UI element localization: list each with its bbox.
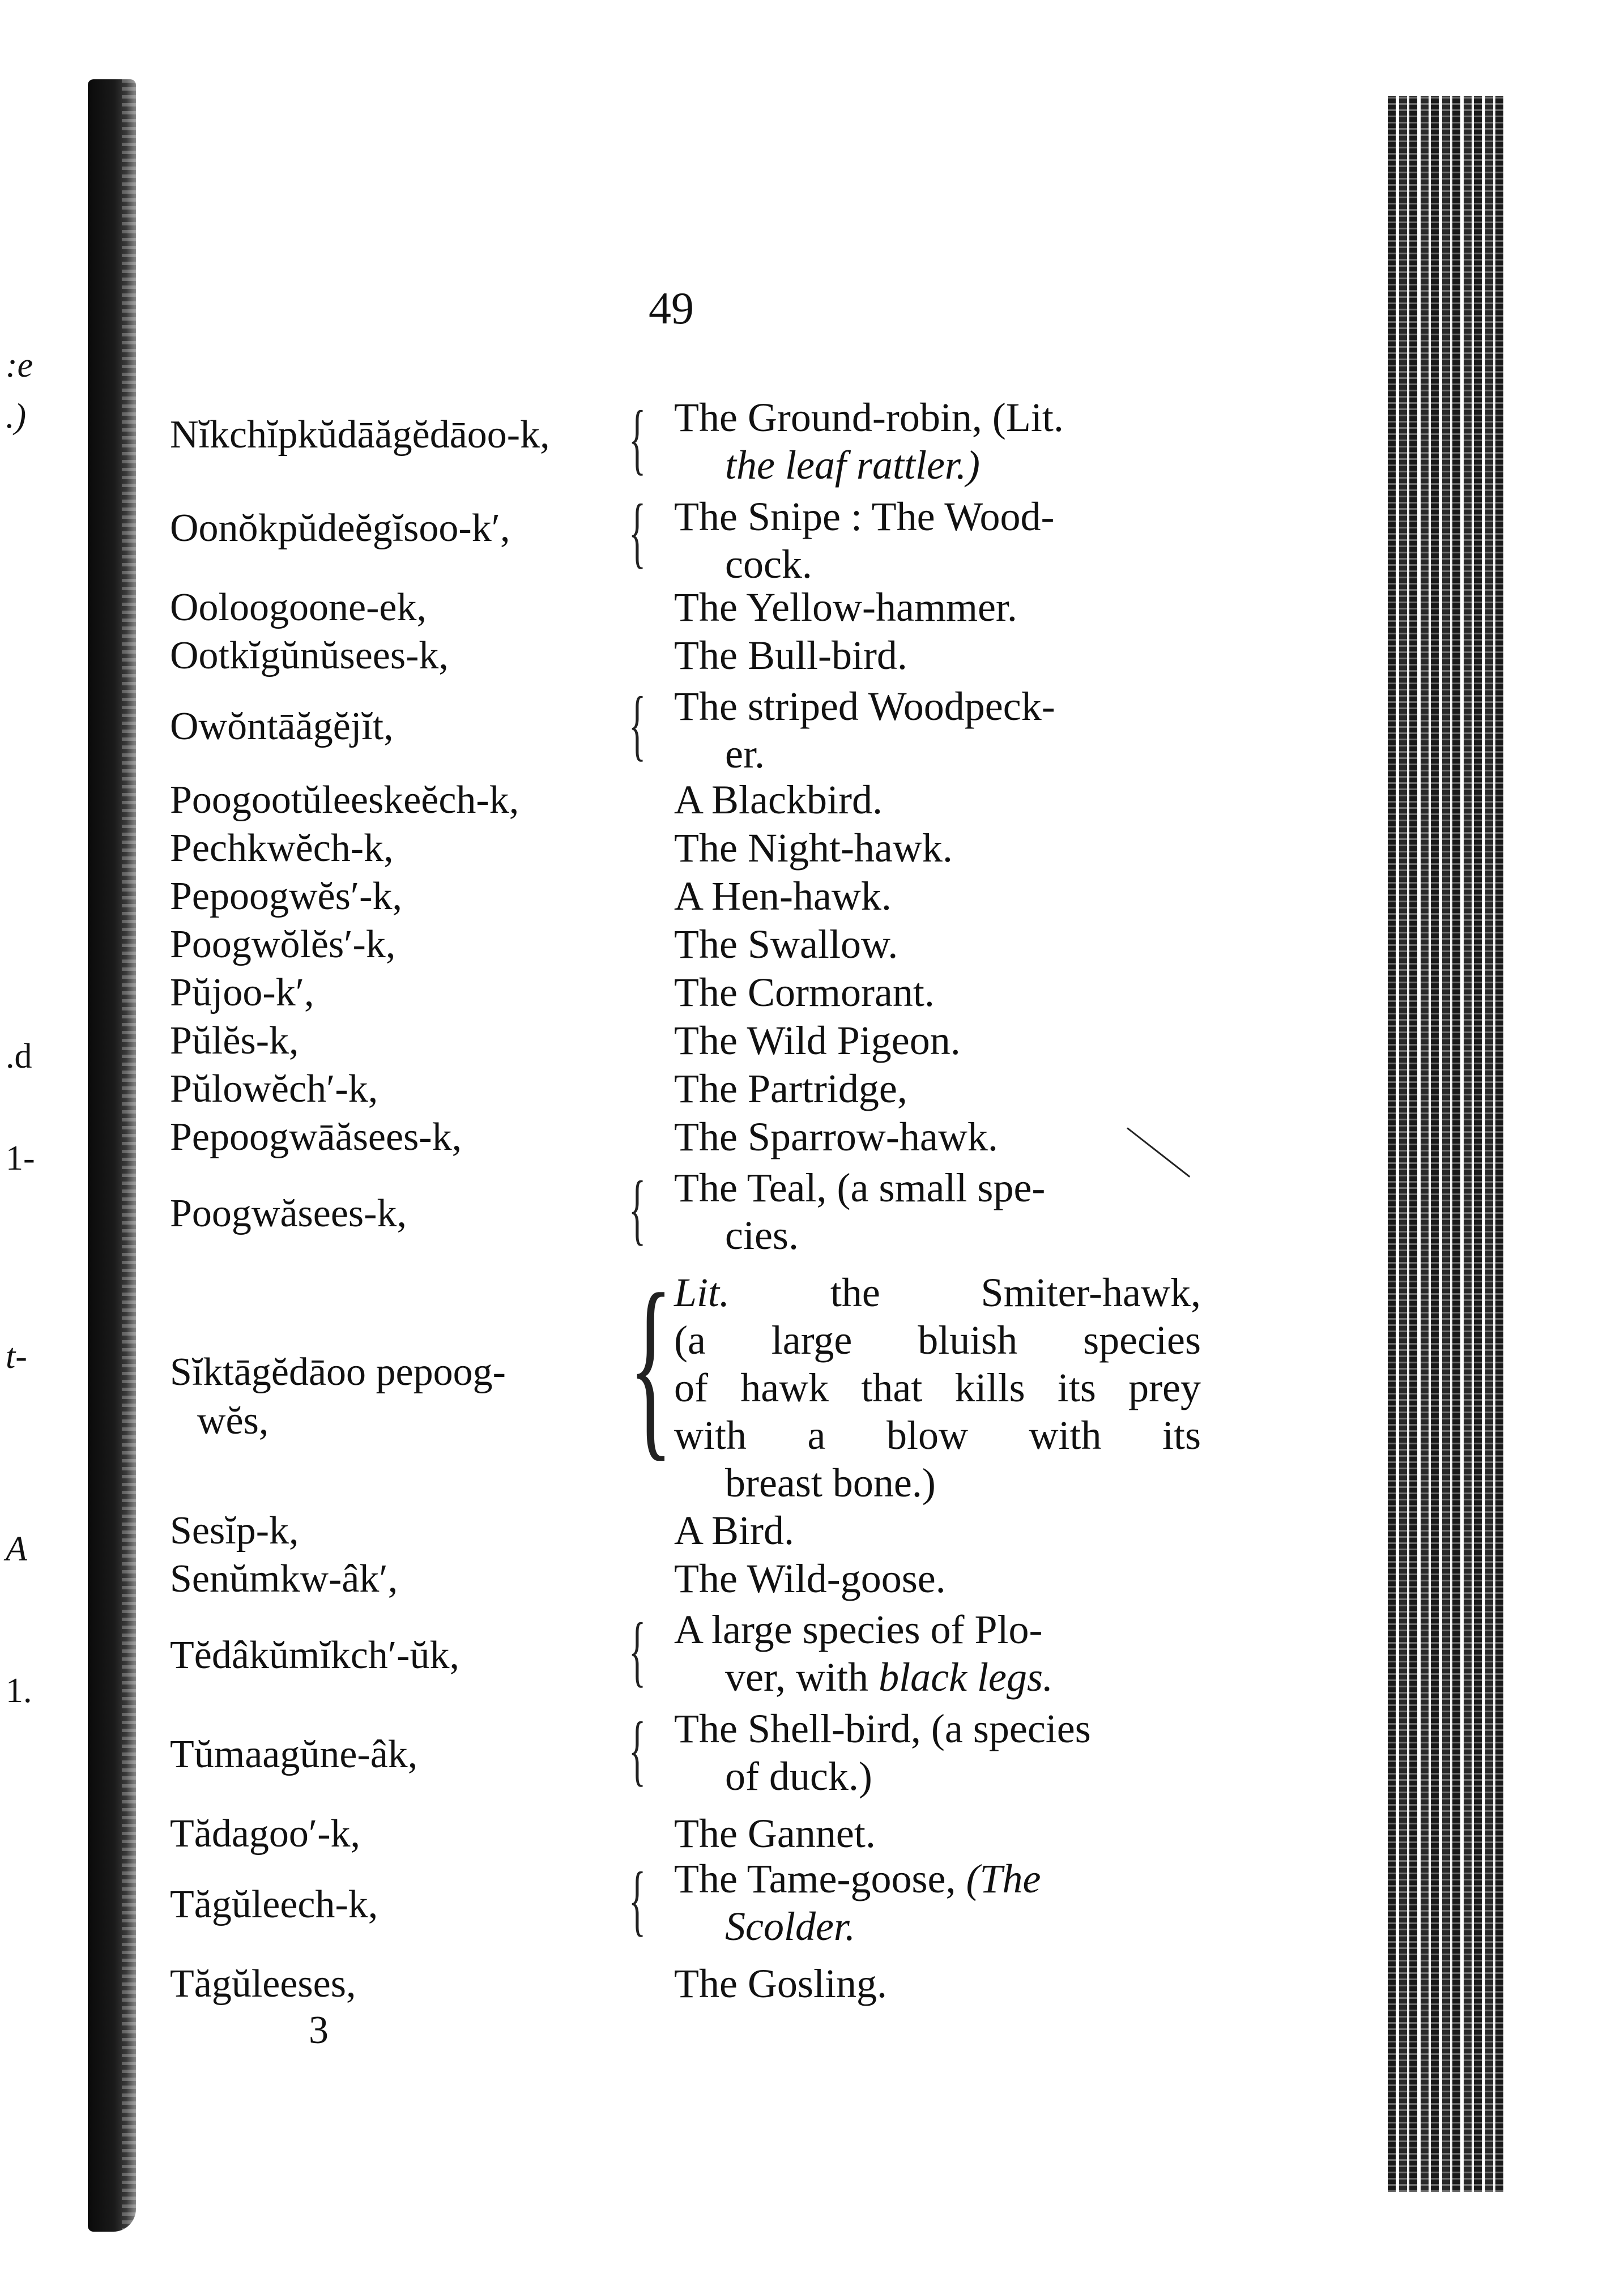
- english-definition: A large species of Plo- ver, with black legs.: [674, 1607, 1053, 1700]
- margin-fragment: .): [6, 397, 27, 436]
- margin-fragment: t-: [6, 1337, 27, 1376]
- english-definition: Lit. the Smiter-hawk, (a large bluish species of hawk that kills its prey with a blow with its breast bone.): [674, 1270, 1201, 1506]
- mikmaq-term: Tŭmaagŭne-âk,: [170, 1733, 418, 1776]
- english-definition: A Blackbird.: [674, 777, 883, 822]
- brace: {: [629, 681, 646, 769]
- margin-fragment: 1-: [6, 1139, 35, 1178]
- mikmaq-term: Pepoogwāăsees-k,: [170, 1115, 462, 1159]
- english-definition: The Teal, (a small spe- cies.: [674, 1165, 1046, 1258]
- english-definition: The Shell-bird, (a species of duck.): [674, 1706, 1091, 1799]
- brace: {: [629, 1706, 646, 1794]
- margin-fragment: A: [6, 1530, 27, 1568]
- mikmaq-term: Pŭlowĕch′-k,: [170, 1067, 378, 1111]
- english-definition: The Sparrow-hawk.: [674, 1114, 998, 1159]
- mikmaq-term: Sesĭp-k,: [170, 1509, 299, 1553]
- english-definition: The Gosling.: [674, 1961, 887, 2006]
- mikmaq-term: Owŏntāăgĕjĭt,: [170, 705, 394, 748]
- page-edge: [1388, 96, 1507, 2192]
- english-definition: The Tame-goose, (The Scolder.: [674, 1856, 1041, 1949]
- mikmaq-term: Pŭjoo-k′,: [170, 971, 314, 1014]
- binding-shadow: [88, 79, 136, 2232]
- english-definition: A Bird.: [674, 1508, 795, 1553]
- english-definition: The Night-hawk.: [674, 825, 953, 871]
- brace: {: [629, 1607, 646, 1695]
- mikmaq-term: Ootkĭgŭnŭsees-k,: [170, 634, 449, 677]
- mikmaq-term: Nĭkchĭpkŭdāăgĕdāoo-k,: [170, 413, 550, 457]
- mikmaq-term: Tădagoo′-k,: [170, 1812, 361, 1856]
- english-definition: The Wild Pigeon.: [674, 1018, 961, 1063]
- brace: {: [629, 1165, 646, 1253]
- english-definition: The Wild-goose.: [674, 1556, 946, 1601]
- brace: {: [629, 395, 646, 483]
- english-definition: The Bull-bird.: [674, 633, 907, 678]
- mikmaq-term: Pepoogwĕs′-k,: [170, 875, 402, 918]
- mikmaq-term: Tăgŭleeses,: [170, 1962, 356, 2006]
- english-definition: The Yellow-hammer.: [674, 585, 1017, 630]
- signature-mark: 3: [309, 2008, 329, 2052]
- english-definition: The Snipe : The Wood- cock.: [674, 494, 1055, 587]
- english-definition: A Hen-hawk.: [674, 873, 892, 919]
- margin-fragment: 1.: [6, 1671, 32, 1710]
- margin-fragment: .d: [6, 1037, 32, 1076]
- mikmaq-term: Poogootŭleeskeĕch-k,: [170, 778, 519, 822]
- english-definition: The Swallow.: [674, 922, 898, 967]
- english-definition: The striped Woodpeck- er.: [674, 684, 1055, 777]
- brace: {: [629, 1252, 673, 1478]
- margin-fragment: :e: [6, 346, 33, 385]
- mikmaq-term: Senŭmkw-âk′,: [170, 1557, 398, 1601]
- english-definition: The Cormorant.: [674, 970, 935, 1015]
- page-number: 49: [649, 284, 694, 334]
- mikmaq-term: Poogwŏlĕs′-k,: [170, 923, 396, 966]
- mikmaq-term: Tăgŭleech-k,: [170, 1883, 378, 1926]
- mikmaq-term: Pechkwĕch-k,: [170, 826, 394, 870]
- brace: {: [629, 488, 646, 576]
- mikmaq-term: Tĕdâkŭmĭkch′-ŭk,: [170, 1634, 459, 1677]
- mikmaq-term: Pŭlĕs-k,: [170, 1019, 299, 1063]
- mikmaq-term: Ooloogoone-ek,: [170, 586, 427, 629]
- mikmaq-term: Poogwăsees-k,: [170, 1192, 407, 1235]
- english-definition: The Ground-robin, (Lit. the leaf rattler.): [674, 395, 1064, 488]
- english-definition: The Partridge,: [674, 1066, 907, 1111]
- mikmaq-term: Sĭktāgĕdāoo pepoog- wĕs,: [170, 1350, 506, 1443]
- english-definition: The Gannet.: [674, 1811, 876, 1856]
- mikmaq-term: Oonŏkpŭdeĕgĭsoo-k′,: [170, 506, 510, 550]
- brace: {: [629, 1856, 646, 1944]
